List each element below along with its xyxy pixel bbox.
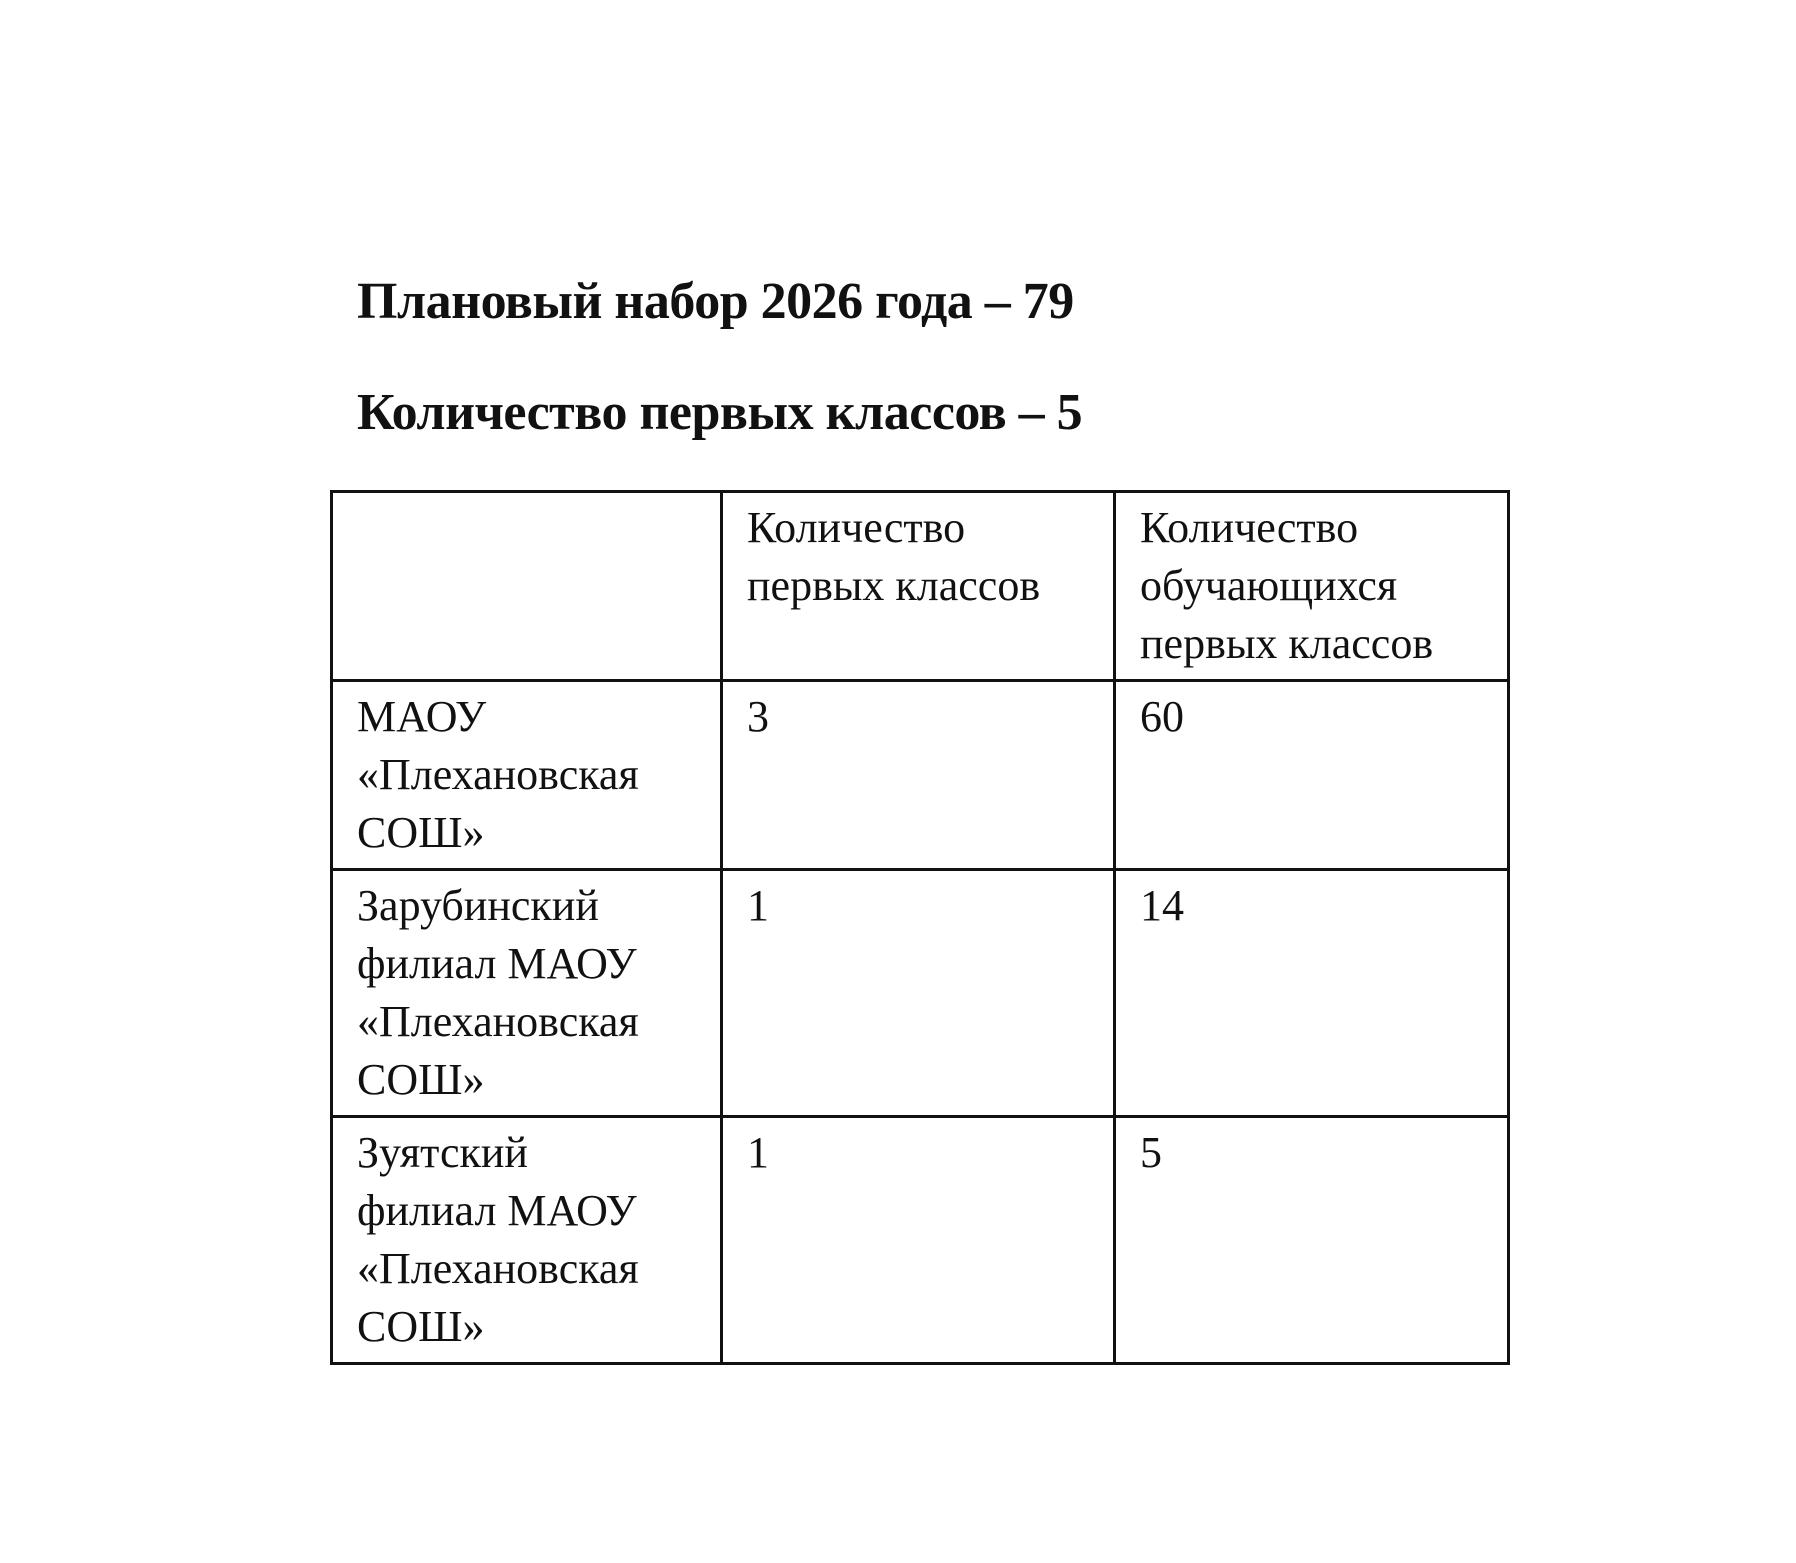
- header-cell-school: [332, 492, 722, 681]
- students-count: 5: [1140, 1128, 1162, 1177]
- school-name-cell: [332, 870, 722, 1117]
- header-label-classes: Количество первых классов: [747, 503, 1041, 610]
- header-cell-classes: [722, 492, 1115, 681]
- table-row: [332, 681, 1509, 870]
- school-name: Зарубинский филиал МАОУ «Плехановская СОШ»: [357, 881, 639, 1104]
- header-label-students: Количество обучающихся первых классов: [1140, 503, 1434, 668]
- table-row: [332, 870, 1509, 1117]
- school-name: Зуятский филиал МАОУ «Плехановская СОШ»: [357, 1128, 639, 1351]
- students-count: 14: [1140, 881, 1184, 930]
- enrollment-table: [330, 490, 1510, 1365]
- classes-count-cell: [722, 681, 1115, 870]
- students-count-cell: [1115, 870, 1509, 1117]
- classes-count-cell: [722, 870, 1115, 1117]
- heading-planned-enrollment: Плановый набор 2026 года – 79: [357, 273, 1074, 330]
- classes-count: 1: [747, 881, 769, 930]
- students-count-cell: [1115, 681, 1509, 870]
- school-name-cell: [332, 681, 722, 870]
- school-name-cell: [332, 1117, 722, 1364]
- classes-count: 1: [747, 1128, 769, 1177]
- students-count: 60: [1140, 692, 1184, 741]
- classes-count-cell: [722, 1117, 1115, 1364]
- table-row: [332, 1117, 1509, 1364]
- school-name: МАОУ «Плехановская СОШ»: [357, 692, 639, 857]
- header-cell-students: [1115, 492, 1509, 681]
- students-count-cell: [1115, 1117, 1509, 1364]
- classes-count: 3: [747, 692, 769, 741]
- heading-first-classes-count: Количество первых классов – 5: [357, 384, 1083, 441]
- table-header-row: [332, 492, 1509, 681]
